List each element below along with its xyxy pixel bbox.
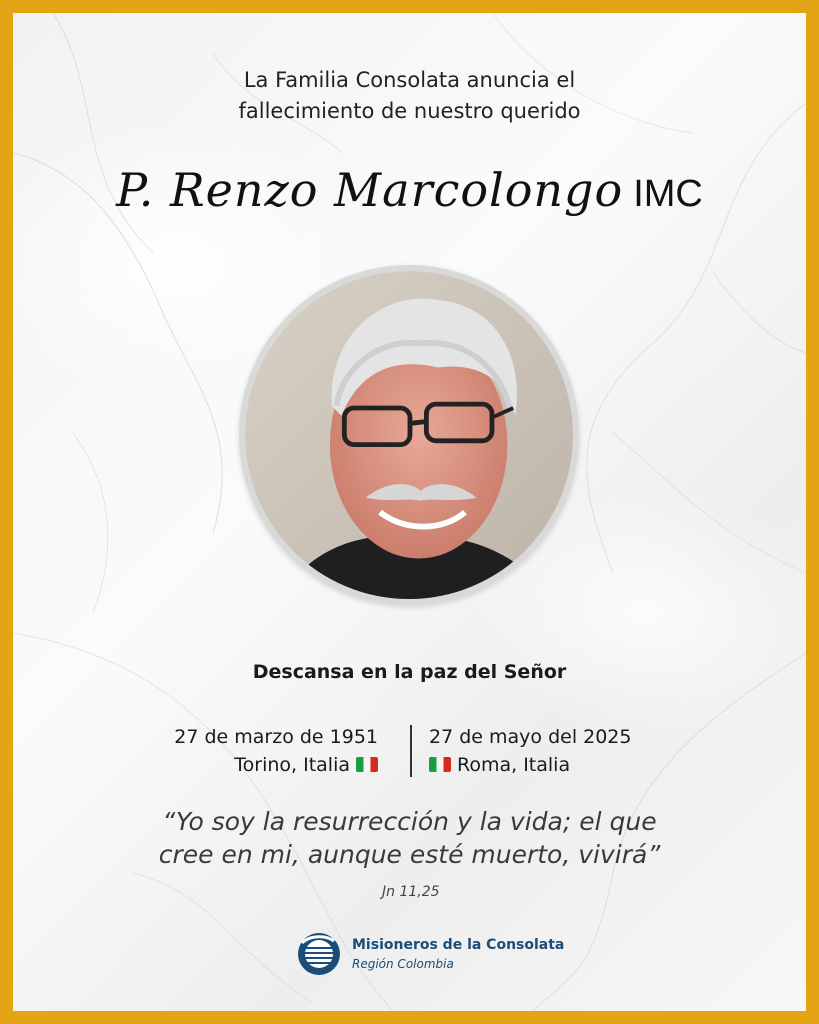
- quote-line-2: cree en mi, aunque esté muerto, vivirá”: [158, 840, 661, 869]
- deceased-name: [13, 163, 806, 217]
- quote-line-1: “Yo soy la resurrección y la vida; el que: [162, 807, 657, 836]
- quote-reference: Jn 11,25: [382, 884, 440, 900]
- death-info: [429, 723, 632, 779]
- death-place-line: [429, 751, 632, 779]
- birth-date: 27 de marzo de 1951: [174, 726, 378, 748]
- logo-subtitle: Región Colombia: [352, 957, 454, 971]
- death-date: 27 de mayo del 2025: [429, 726, 632, 748]
- italy-flag-icon: [429, 757, 451, 772]
- announcement-line-2: fallecimiento de nuestro querido: [238, 99, 581, 123]
- birth-place-line: [174, 751, 378, 779]
- italy-flag-icon: [356, 757, 378, 772]
- life-dates: [13, 723, 806, 779]
- bible-quote: [13, 805, 806, 871]
- birth-place: Torino, Italia: [234, 754, 350, 776]
- portrait-illustration: [245, 271, 573, 599]
- consolata-globe-logo: [296, 931, 342, 977]
- announcement-text: [13, 65, 806, 127]
- deceased-name-script: P. Renzo Marcolongo: [116, 163, 624, 217]
- marble-card: [13, 13, 806, 1011]
- dates-divider: [410, 725, 412, 777]
- logo-title: Misioneros de la Consolata: [352, 937, 565, 953]
- rest-in-peace-text: Descansa en la paz del Señor: [252, 661, 567, 683]
- birth-info: [174, 723, 378, 779]
- portrait-photo: [239, 265, 579, 605]
- death-place: Roma, Italia: [457, 754, 571, 776]
- deceased-name-suffix: IMC: [633, 173, 703, 215]
- announcement-line-1: La Familia Consolata anuncia el: [243, 68, 576, 92]
